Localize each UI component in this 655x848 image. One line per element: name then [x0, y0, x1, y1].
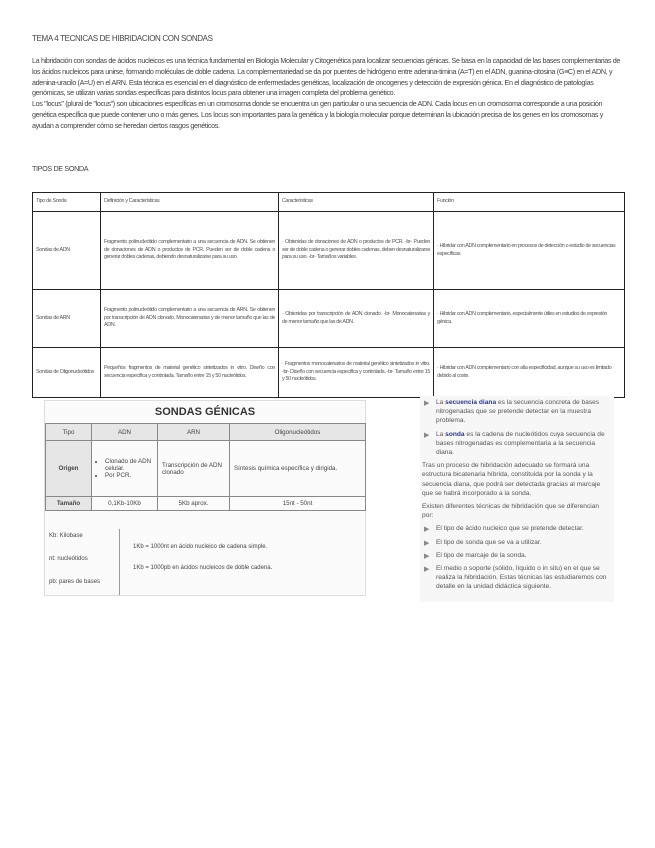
cell-tipo: Sondas de ADN — [33, 212, 101, 290]
units-legend — [45, 529, 365, 595]
triangle-bullet-icon: ▶ — [424, 552, 430, 560]
sg-origen-adn — [92, 441, 158, 497]
legend-pb: pb: pares de bases — [49, 579, 101, 585]
paragraph-hibridacion: Tras un proceso de hibridación adecuado se formará una estructura bicatenaria híbrida, constituida por la sonda y la secuencia diana, que podrá ser detectada gracias al marcaje que se habrá incorporado a la sonda. — [422, 462, 601, 497]
page-title: TEMA 4 TECNICAS DE HIBRIDACION CON SONDAS — [32, 34, 213, 43]
text-span: El tipo de ácido nucleico que se pretende detectar. — [436, 525, 584, 533]
list-item — [422, 564, 612, 592]
header-caracteristicas: Características — [279, 193, 434, 212]
cell-tipo: Sondas de Oligonucleótidos — [33, 348, 101, 398]
text-span: El tipo de marcaje de la sonda. — [436, 551, 527, 559]
triangle-bullet-icon: ▶ — [424, 400, 430, 407]
triangle-bullet-icon: ▶ — [424, 526, 430, 534]
text-span: es la secuencia concreta de bases nitrogenadas que se pretende detectar en la muestra problema. — [436, 399, 600, 425]
hibridacion-explanation — [420, 396, 614, 602]
probe-types-table — [32, 192, 625, 398]
sg-row-tamano — [46, 497, 366, 511]
triangle-bullet-icon: ▶ — [424, 539, 430, 547]
table-header-row — [33, 193, 625, 212]
sg-header-adn: ADN — [92, 424, 158, 441]
sg-label-origen: Origen — [46, 441, 92, 497]
sg-origen-arn: Transcripción de ADN clonado — [158, 441, 230, 497]
units-abbreviations — [45, 529, 120, 595]
sg-tamano-oligo: 15nt - 50nt — [230, 497, 366, 511]
cell-caracteristicas: · Obtenidas por transcripción de ADN clonado. -br- Monocatenarias y de menor tamaño que las de ADN. — [279, 290, 434, 348]
cell-definicion: Fragmento polinucleótido complementario a una secuencia de ARN. Se obtienen por transcripción de ADN clonado. Monocatenarias y de menor tamaño que las de ADN. — [101, 290, 279, 348]
header-definicion: Definición y Características — [101, 193, 279, 212]
list-item — [422, 398, 612, 426]
sg-tamano-adn: 0,1Kb-10Kb — [92, 497, 158, 511]
sg-header-row — [46, 424, 366, 441]
text-span: El tipo de sonda que se va a utilizar. — [436, 538, 542, 546]
sondas-genicas-table — [45, 423, 366, 511]
sondas-genicas-figure — [44, 400, 366, 596]
legend-nt: nt: nucleótidos — [49, 556, 88, 562]
sg-header-arn: ARN — [158, 424, 230, 441]
text-span: La — [436, 430, 446, 438]
sg-label-tamano: Tamaño — [46, 497, 92, 511]
header-funcion: Función — [434, 193, 625, 212]
section-title-tipos: TIPOS DE SONDA — [32, 164, 89, 173]
cell-caracteristicas: · Obtenidas de donaciones de ADN o productos de PCR. -br- Pueden ser de doble cadena o generar dobles cadenas, deben desnaturalizarse para su uso. -br- Tamaños variables. — [279, 212, 434, 290]
term-secuencia-diana: secuencia diana — [445, 399, 497, 406]
text-span: es la cadena de nucleótidos cuya secuencia de bases nitrogenadas es complementaria a la secuencia diana. — [436, 430, 605, 457]
cell-funcion: · Hibridar con ADN complementario con alta especificidad, aunque su uso es limitado debido al coste. — [434, 348, 625, 398]
legend-kb: Kb: Kilobase — [49, 533, 83, 539]
cell-funcion: · Hibridar con ADN complementario en procesos de detección o estudio de secuencias específicas. — [434, 212, 625, 290]
sg-origen-oligo: Síntesis química específica y dirigida. — [230, 441, 366, 497]
triangle-bullet-icon: ▶ — [424, 566, 430, 574]
sondas-genicas-title: SONDAS GÉNICAS — [45, 401, 365, 424]
cell-definicion: Fragmento polinucleótido complementario a una secuencia de ADN. Se obtienen de donaciones de ADN o productos de PCR. Pueden ser de doble cadena o generar dobles cadenas, debiendo desnaturalizarse para su uso. — [101, 212, 279, 290]
sg-header-tipo: Tipo — [46, 424, 92, 441]
list-item — [422, 551, 612, 560]
table-row — [33, 348, 625, 398]
text-span: El medio o soporte (sólido, líquido o in situ) en el que se realiza la hibridación. Estas técnicas las estudiaremos con detalle en la unidad didáctica siguiente. — [436, 565, 607, 591]
equivalence-2: 1Kb = 1000pb en ácidos nucleicos de doble cadena. — [133, 565, 273, 571]
paragraph-tecnicas: Existen diferentes técnicas de hibridación que se diferencian por: — [422, 503, 600, 520]
text-span: La — [436, 399, 446, 406]
table-row — [33, 212, 625, 290]
triangle-bullet-icon: ▶ — [424, 431, 430, 439]
cell-tipo: Sondas de ARN — [33, 290, 101, 348]
sg-header-oligo: Oligonucleótidos — [230, 424, 366, 441]
sg-row-origen — [46, 441, 366, 497]
list-item — [422, 538, 612, 547]
intro-paragraph-2: Los "locus" (plural de "locus") son ubicaciones específicas en un cromosoma donde se encuentra un gen particular o una secuencia de ADN. Cada locus en un cromosoma corresponde a una posición genética específica que puede contener uno o más genes. Los locus son importantes para la genética y la biología molecular porque determinan la ubicación precisa de los genes en los cromosomas y ayudan a comprender cómo se heredan ciertos rasgos genéticos. — [32, 99, 603, 130]
equivalence-1: 1Kb = 1000nt en ácido nucleico de cadena simple. — [133, 544, 268, 550]
term-sonda: sonda — [445, 430, 465, 438]
cell-funcion: · Hibridar con ADN complementario, especialmente útiles en estudios de expresión génica. — [434, 290, 625, 348]
sg-tamano-arn: 5Kb aprox. — [158, 497, 230, 511]
cell-caracteristicas: · Fragmentos monocatenarios de material genético sintetizados in vitro. -br- Diseño con secuencia específica y controlada. -br- Tamaño entre 15 y 50 nucleótidos. — [279, 348, 434, 398]
header-tipo: Tipo de Sonda — [33, 193, 101, 212]
intro-text — [32, 56, 624, 132]
list-item — [422, 524, 612, 533]
intro-paragraph-1: La hibridación con sondas de ácidos nucleicos es una técnica fundamental en Biología Molecular y Citogenética para localizar secuencias génicas. Se basa en la capacidad de las bases complementarias de los ácidos nucleicos para unirse, formando moléculas de doble cadena. La complementariedad se da por puentes de hidrógeno entre adenina-timina (A=T) en el ADN, guanina-citosina (G≡C) en el ADN, y adenina-uracilo (A=U) en el ARN. Esta técnica es esencial en el diagnóstico de enfermedades genéticas, localización de oncogenes y detección de expresión génica. En el diagnóstico de patologías genómicas, se utilizan varias sondas específicas para distintos locus para obtener una imagen completa del problema genético. — [32, 56, 621, 98]
list-item — [422, 430, 612, 458]
table-row — [33, 290, 625, 348]
list-item: • Clonado de ADN celular. — [105, 458, 153, 472]
cell-definicion: Pequeños fragmentos de material genético sintetizados in vitro. Diseño con secuencia específica y controlada. Tamaño entre 15 y 50 nucleótidos. — [101, 348, 279, 398]
list-item: • Por PCR. — [105, 472, 153, 479]
